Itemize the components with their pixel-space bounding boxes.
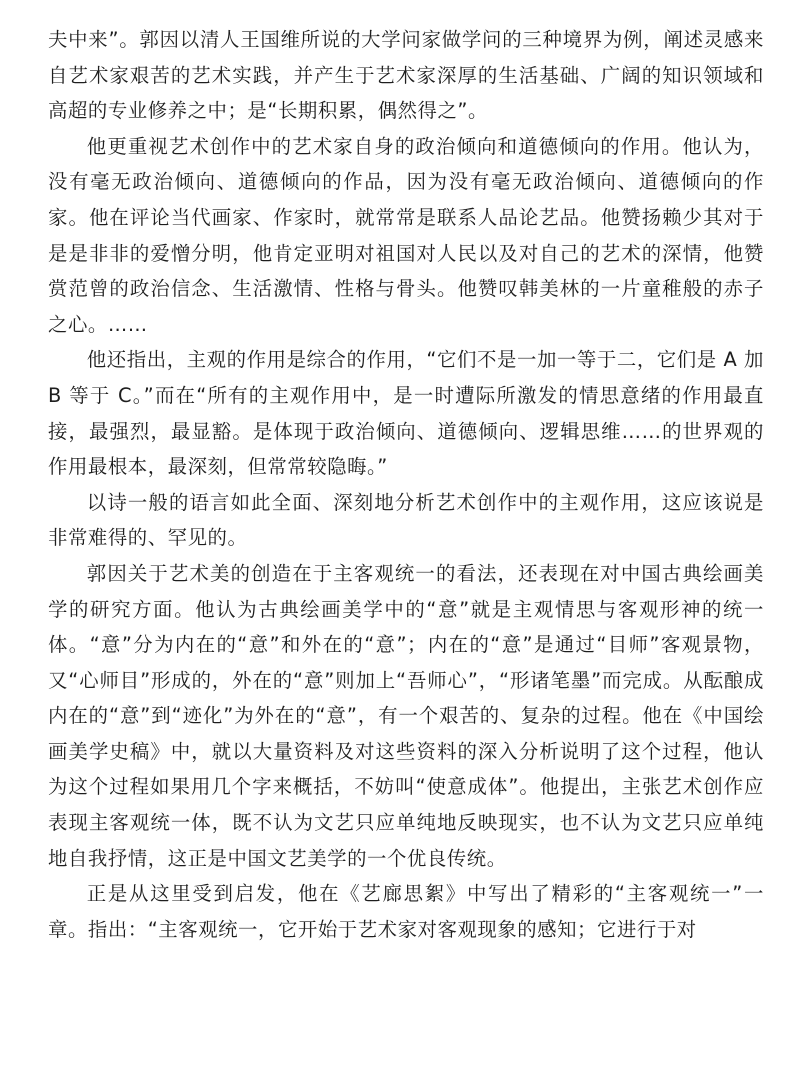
paragraph: 夫中来”。郭因以清人王国维所说的大学问家做学问的三种境界为例，阐述灵感来自艺术家艰苦的艺术实践，并产生于艺术家深厚的生活基础、广阔的知识领域和高超的专业修养之中；是“长期积累，偶然得之”。 [48,28,764,123]
document-page [48,22,764,947]
paragraph: 他更重视艺术创作中的艺术家自身的政治倾向和道德倾向的作用。他认为，没有毫无政治倾向、道德倾向的作品，因为没有毫无政治倾向、道德倾向的作家。他在评论当代画家、作家时，就常常是联系人品论艺品。他赞扬赖少其对于是是非非的爱憎分明，他肯定亚明对祖国对人民以及对自己的艺术的深情，他赞赏范曾的政治信念、生活激情、性格与骨头。他赞叹韩美林的一片童稚般的赤子之心。…… [48,134,764,336]
paragraph: 正是从这里受到启发，他在《艺廊思絮》中写出了精彩的“主客观统一”一章。指出：“主客观统一，它开始于艺术家对客观现象的感知；它进行于对 [48,882,764,941]
paragraph: 他还指出，主观的作用是综合的作用，“它们不是一加一等于二，它们是 A 加 B 等于 C。”而在“所有的主观作用中，是一时遭际所激发的情思意绪的作用最直接，最强烈，最显豁。是体现于政治倾向、道德倾向、逻辑思维……的世界观的作用最根本，最深刻，但常常较隐晦。” [48,348,764,479]
paragraph: 郭因关于艺术美的创造在于主客观统一的看法，还表现在对中国古典绘画美学的研究方面。他认为古典绘画美学中的“意”就是主观情思与客观形神的统一体。“意”分为内在的“意”和外在的“意”；内在的“意”是通过“目师”客观景物，又“心师目”形成的，外在的“意”则加上“吾师心”，“形诸笔墨”而完成。从酝酿成内在的“意”到“迹化”为外在的“意”，有一个艰苦的、复杂的过程。他在《中国绘画美学史稿》中，就以大量资料及对这些资料的深入分析说明了这个过程，他认为这个过程如果用几个字来概括，不妨叫“使意成体”。他提出，主张艺术创作应表现主客观统一体，既不认为文艺只应单纯地反映现实，也不认为文艺只应单纯地自我抒情，这正是中国文艺美学的一个优良传统。 [48,561,764,870]
paragraph: 以诗一般的语言如此全面、深刻地分析艺术创作中的主观作用，这应该说是非常难得的、罕见的。 [48,490,764,550]
